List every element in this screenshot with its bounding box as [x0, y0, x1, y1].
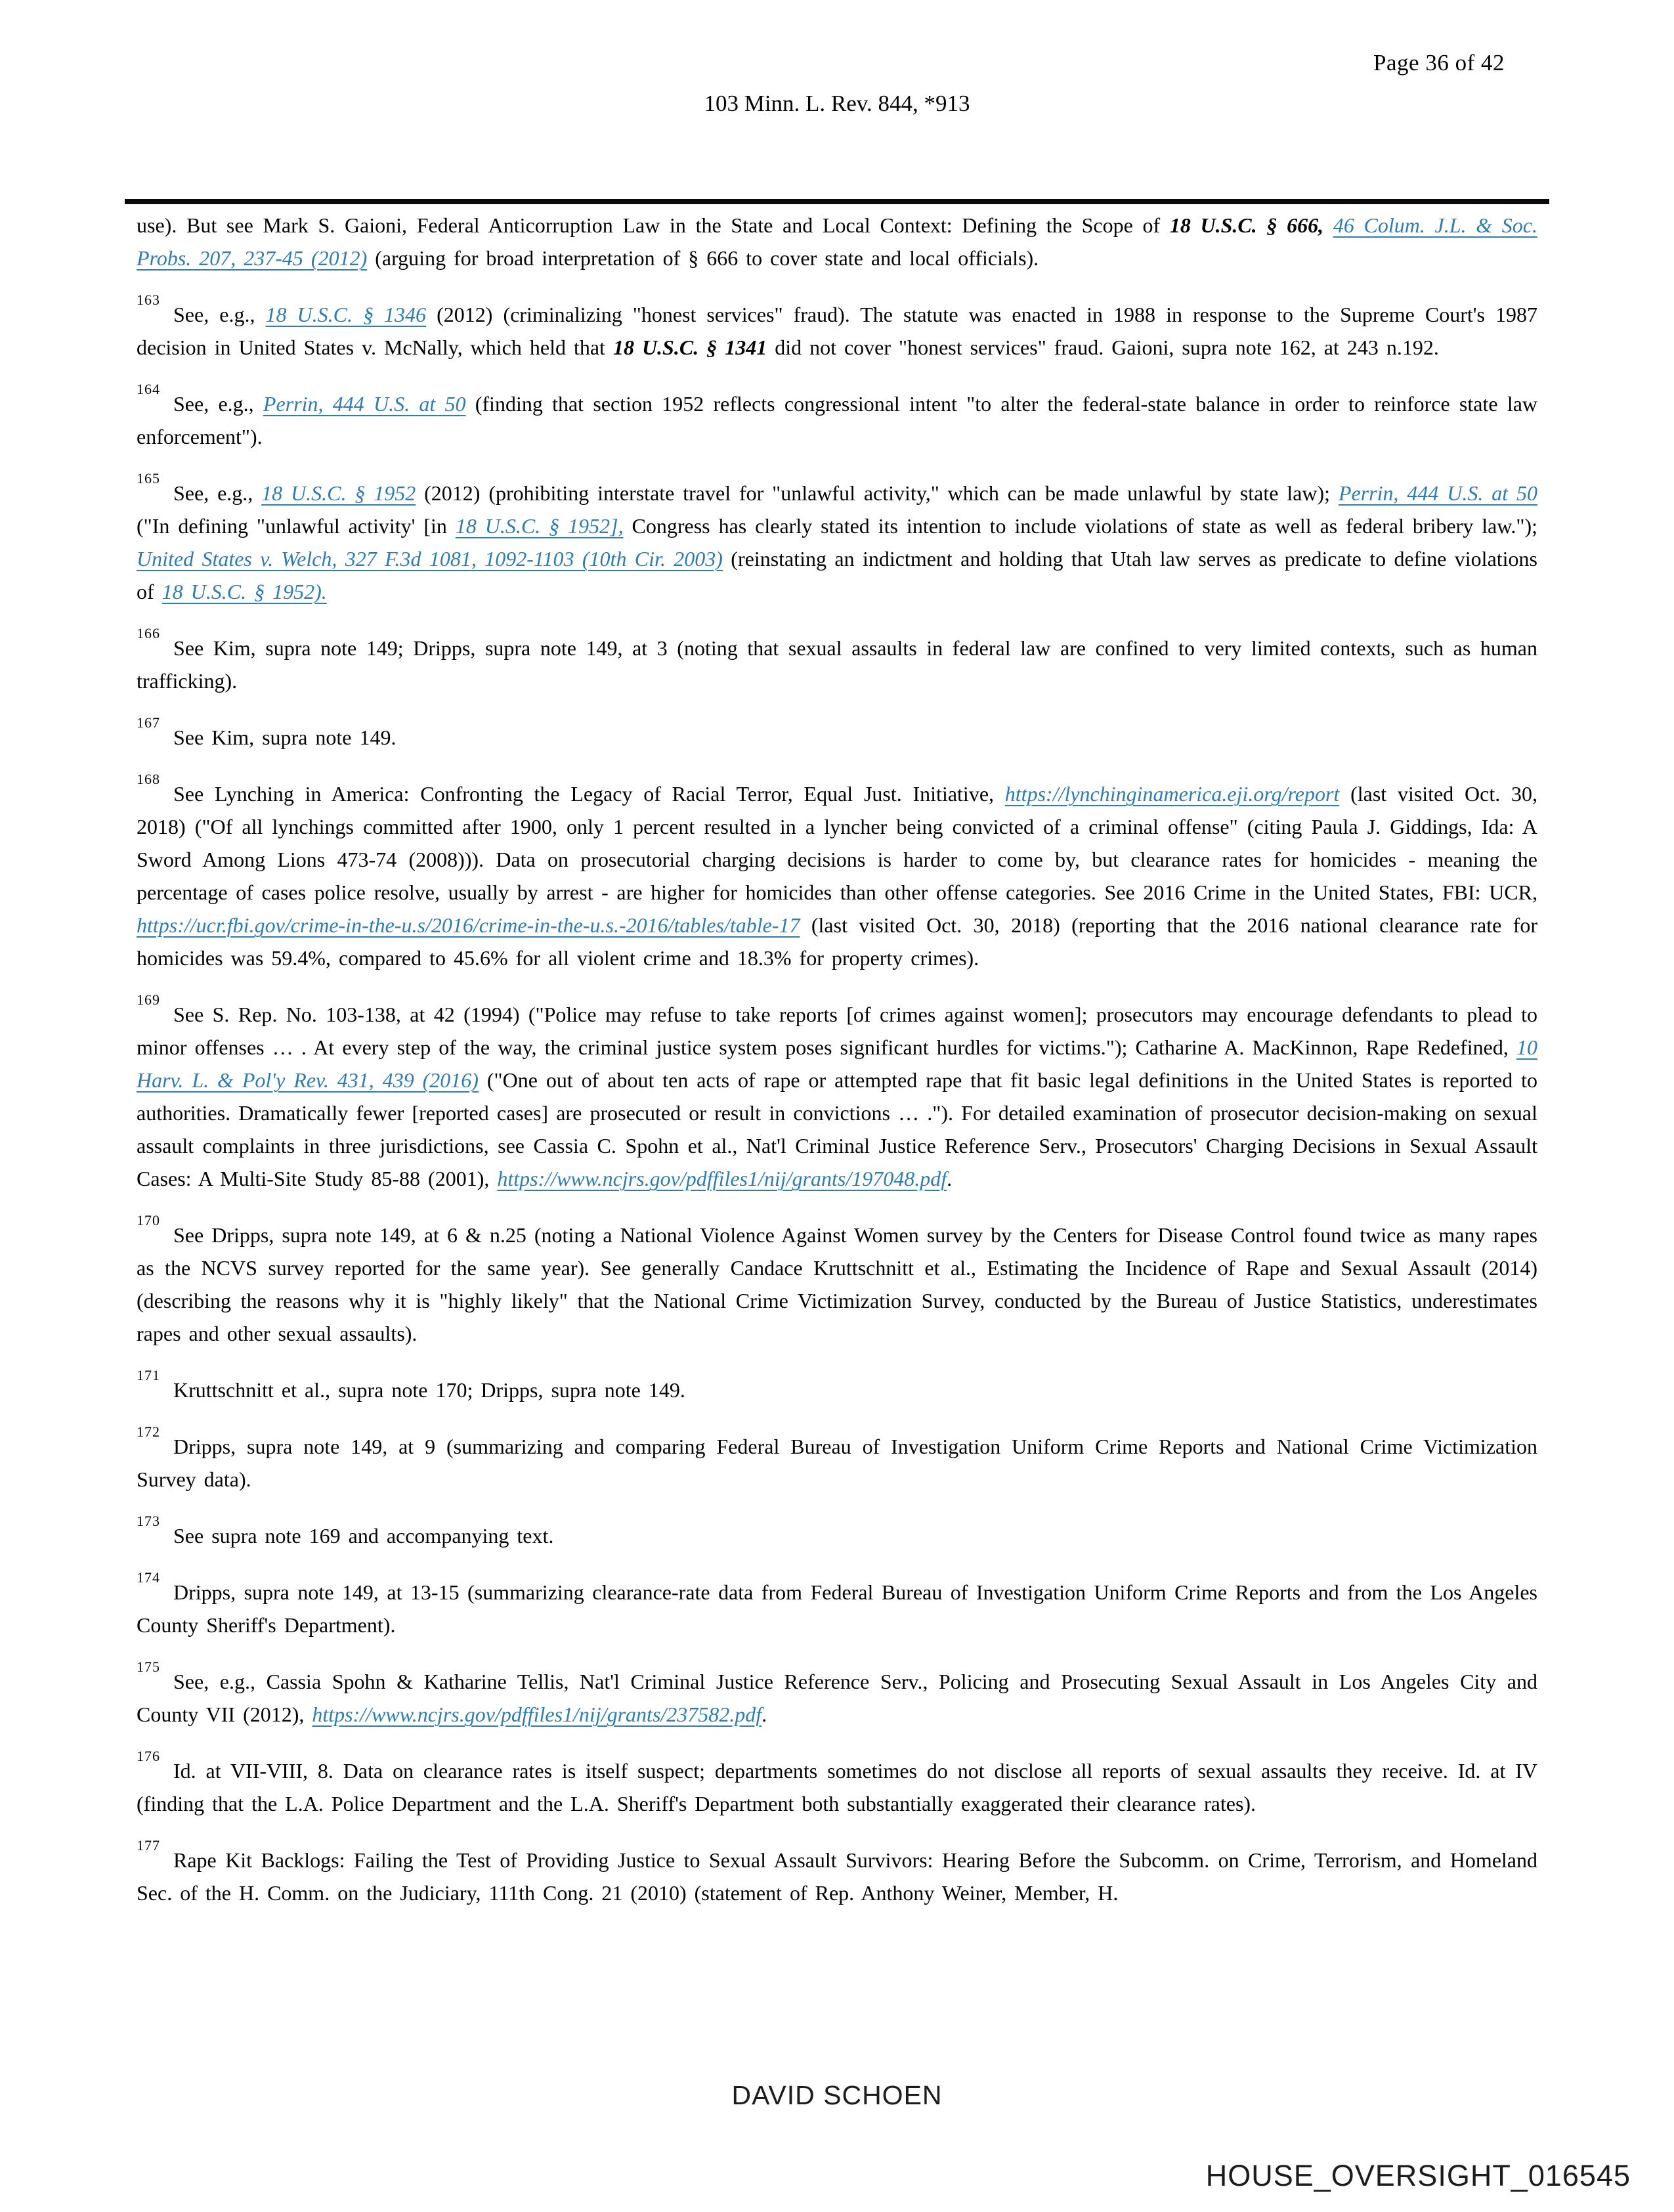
footnote-number: 175	[137, 1659, 160, 1676]
text-run: ("In defining "unlawful activity' [in	[137, 514, 456, 538]
footnote-paragraph	[137, 1212, 1537, 1350]
text-run: See S. Rep. No. 103-138, at 42 (1994) ("Police may refuse to take reports [of crimes against women]; prosecutors may encourage defendants to plead to minor offenses … . At every step of the way, the criminal justice system poses significant hurdles for victims."); Catharine A. MacKinnon, Rape Redefined,	[137, 1003, 1537, 1059]
text-run: See Kim, supra note 149; Dripps, supra note 149, at 3 (noting that sexual assaults in federal law are confined to very limited contexts, such as human trafficking).	[137, 636, 1537, 693]
text-run: Id. at VII-VIII, 8. Data on clearance rates is itself suspect; departments sometimes do not disclose all reports of sexual assaults they receive. Id. at IV (finding that the L.A. Police Department and the L.A. Sheriff's Department both substantially exaggerated their clearance rates).	[137, 1759, 1537, 1815]
citation-link[interactable]: https://www.ncjrs.gov/pdffiles1/nij/grants/197048.pdf	[497, 1167, 947, 1190]
text-run: See supra note 169 and accompanying text.	[173, 1524, 554, 1548]
footnote-number: 165	[137, 470, 160, 487]
citation-link[interactable]: 18 U.S.C. § 1952	[261, 481, 416, 505]
footnote-number: 174	[137, 1569, 160, 1586]
citation-link[interactable]: United States v. Welch, 327 F.3d 1081, 1092-1103 (10th Cir. 2003)	[137, 547, 723, 571]
citation-link[interactable]: Perrin, 444 U.S. at 50	[263, 392, 466, 416]
text-run: See Lynching in America: Confronting the Legacy of Racial Terror, Equal Just. Initiative,	[173, 782, 1005, 806]
text-run: See, e.g., Cassia Spohn & Katharine Tellis, Nat'l Criminal Justice Reference Serv., Policing and Prosecuting Sexual Assault in Los Angeles City and County VII (2012),	[137, 1670, 1537, 1726]
footnote-number: 172	[137, 1423, 160, 1441]
text-run: Dripps, supra note 149, at 13-15 (summarizing clearance-rate data from Federal Bureau of Investigation Uniform Crime Reports and from the Los Angeles County Sheriff's Department).	[137, 1580, 1537, 1637]
footnote-number: 169	[137, 991, 160, 1008]
text-run: (last visited Oct. 30, 2018) ("Of all lynchings committed after 1900, only 1 percent resulted in a lyncher being convicted of a criminal offense" (citing Paula J. Giddings, Ida: A Sword Among Lions 473-74 (2008))). Data on prosecutorial charging decisions is harder to come by, but clearance rates for homicides - meaning the percentage of cases police resolve, usually by arrest - are higher for homicides than other offense categories. See 2016 Crime in the United States, FBI: UCR,	[137, 782, 1538, 904]
text-run	[1323, 213, 1333, 237]
text-run: See, e.g.,	[173, 392, 263, 416]
page-number: Page 36 of 42	[1373, 50, 1505, 76]
footnote-number: 163	[137, 292, 160, 309]
footnote-number: 176	[137, 1748, 160, 1765]
text-run: (2012) (criminalizing "honest services" fraud). The statute was enacted in 1988 in response to the Supreme Court's 1987 decision in United States v. McNally, which held that	[137, 303, 1538, 359]
footnote-number: 168	[137, 771, 160, 788]
footnote-number: 167	[137, 714, 160, 731]
footnote-paragraph	[137, 292, 1538, 364]
text-run: See Dripps, supra note 149, at 6 & n.25 (noting a National Violence Against Women survey by the Centers for Disease Control found twice as many rapes as the NCVS survey reported for the same year). See generally Candace Kruttschnitt et al., Estimating the Incidence of Rape and Sexual Assault (2014) (describing the reasons why it is "highly likely" that the National Crime Victimization Survey, conducted by the Bureau of Justice Statistics, underestimates rapes and other sexual assaults).	[137, 1223, 1537, 1345]
footnotes-body	[137, 209, 1537, 1933]
text-run: Dripps, supra note 149, at 9 (summarizing and comparing Federal Bureau of Investigation Uniform Crime Reports and National Crime Victimization Survey data).	[137, 1435, 1537, 1491]
text-run: See, e.g.,	[173, 303, 266, 326]
text-run: .	[762, 1702, 767, 1726]
footnote-paragraph	[137, 1748, 1537, 1820]
header-divider	[125, 199, 1549, 204]
text-run: .	[947, 1167, 953, 1190]
footnote-paragraph	[137, 991, 1538, 1195]
text-run: did not cover "honest services" fraud. Gaioni, supra note 162, at 243 n.192.	[767, 336, 1439, 359]
footnote-number: 171	[137, 1367, 160, 1384]
text-run: (last visited Oct. 30, 2018) (reporting that the 2016 national clearance rate for homicides was 59.4%, compared to 45.6% for all violent crime and 18.3% for property crimes).	[137, 913, 1537, 970]
footnote-paragraph	[137, 1367, 1537, 1406]
footnote-number: 166	[137, 625, 160, 642]
footnote-paragraph	[137, 1513, 1537, 1552]
citation-link[interactable]: 18 U.S.C. § 1952],	[455, 514, 624, 538]
footnote-paragraph	[137, 771, 1538, 974]
text-run: Rape Kit Backlogs: Failing the Test of Providing Justice to Sexual Assault Survivors: Hearing Before the Subcomm. on Crime, Terrorism, and Homeland Sec. of the H. Comm. on the Judiciary, 111th Cong. 21 (2010) (statement of Rep. Anthony Weiner, Member, H.	[137, 1848, 1537, 1905]
statute-citation: 18 U.S.C. § 1341	[612, 336, 767, 359]
footnote-paragraph	[137, 381, 1538, 453]
footnote-paragraph	[137, 470, 1538, 608]
footnote-number: 164	[137, 381, 160, 398]
text-run: See, e.g.,	[173, 481, 262, 505]
statute-citation: 18 U.S.C. § 666,	[1169, 213, 1324, 237]
text-run: (finding that section 1952 reflects congressional intent "to alter the federal-state balance in order to reinforce state law enforcement").	[137, 392, 1538, 448]
body-paragraph	[137, 209, 1537, 274]
footnote-paragraph	[137, 1569, 1537, 1641]
footnote-paragraph	[137, 625, 1537, 697]
citation-link[interactable]: Perrin, 444 U.S. at 50	[1338, 481, 1538, 505]
citation-link[interactable]: 10 Harv. L. & Pol'y Rev. 431, 439 (2016)	[137, 1035, 1537, 1092]
citation-link[interactable]: https://lynchinginamerica.eji.org/report	[1004, 782, 1340, 806]
footnote-number: 173	[137, 1513, 160, 1530]
text-run: (arguing for broad interpretation of § 666 to cover state and local officials).	[367, 246, 1039, 270]
text-run: Congress has clearly stated its intention to include violations of state as well as federal bribery law.");	[623, 514, 1538, 538]
footnote-number: 177	[137, 1837, 160, 1854]
text-run: (reinstating an indictment and holding that Utah law serves as predicate to define violations of	[137, 547, 1538, 603]
citation-link[interactable]: 18 U.S.C. § 1346	[265, 303, 427, 326]
footnote-paragraph	[137, 1837, 1537, 1909]
footnote-paragraph	[137, 714, 1537, 754]
text-run: (2012) (prohibiting interstate travel for "unlawful activity," which can be made unlawful by state law);	[416, 481, 1339, 505]
text-run: Kruttschnitt et al., supra note 170; Dripps, supra note 149.	[173, 1378, 685, 1402]
citation-link[interactable]: https://www.ncjrs.gov/pdffiles1/nij/grants/237582.pdf	[312, 1702, 762, 1726]
document-citation: 103 Minn. L. Rev. 844, *913	[704, 91, 970, 116]
text-run: See Kim, supra note 149.	[173, 726, 397, 749]
citation-link[interactable]: 18 U.S.C. § 1952).	[161, 580, 327, 603]
footnote-number: 170	[137, 1212, 160, 1229]
footnote-paragraph	[137, 1423, 1537, 1496]
bates-number: HOUSE_OVERSIGHT_016545	[1205, 2159, 1631, 2192]
citation-link[interactable]: 46 Colum. J.L. & Soc. Probs. 207, 237-45 (2012)	[137, 213, 1538, 270]
citation-link[interactable]: https://ucr.fbi.gov/crime-in-the-u.s/2016/crime-in-the-u.s.-2016/tables/table-17	[137, 913, 800, 937]
text-run: use). But see Mark S. Gaioni, Federal Anticorruption Law in the State and Local Context: Defining the Scope of	[137, 213, 1170, 237]
stamp-david-schoen: DAVID SCHOEN	[731, 2080, 943, 2110]
footnote-paragraph	[137, 1659, 1537, 1731]
text-run: ("One out of about ten acts of rape or attempted rape that fit basic legal definitions in the United States is reported to authorities. Dramatically fewer [reported cases] are prosecuted or result in convictions … ."). For detailed examination of prosecutor decision-making on sexual assault complaints in three jurisdictions, see Cassia C. Spohn et al., Nat'l Criminal Justice Reference Serv., Prosecutors' Charging Decisions in Sexual Assault Cases: A Multi-Site Study 85-88 (2001),	[137, 1068, 1538, 1190]
